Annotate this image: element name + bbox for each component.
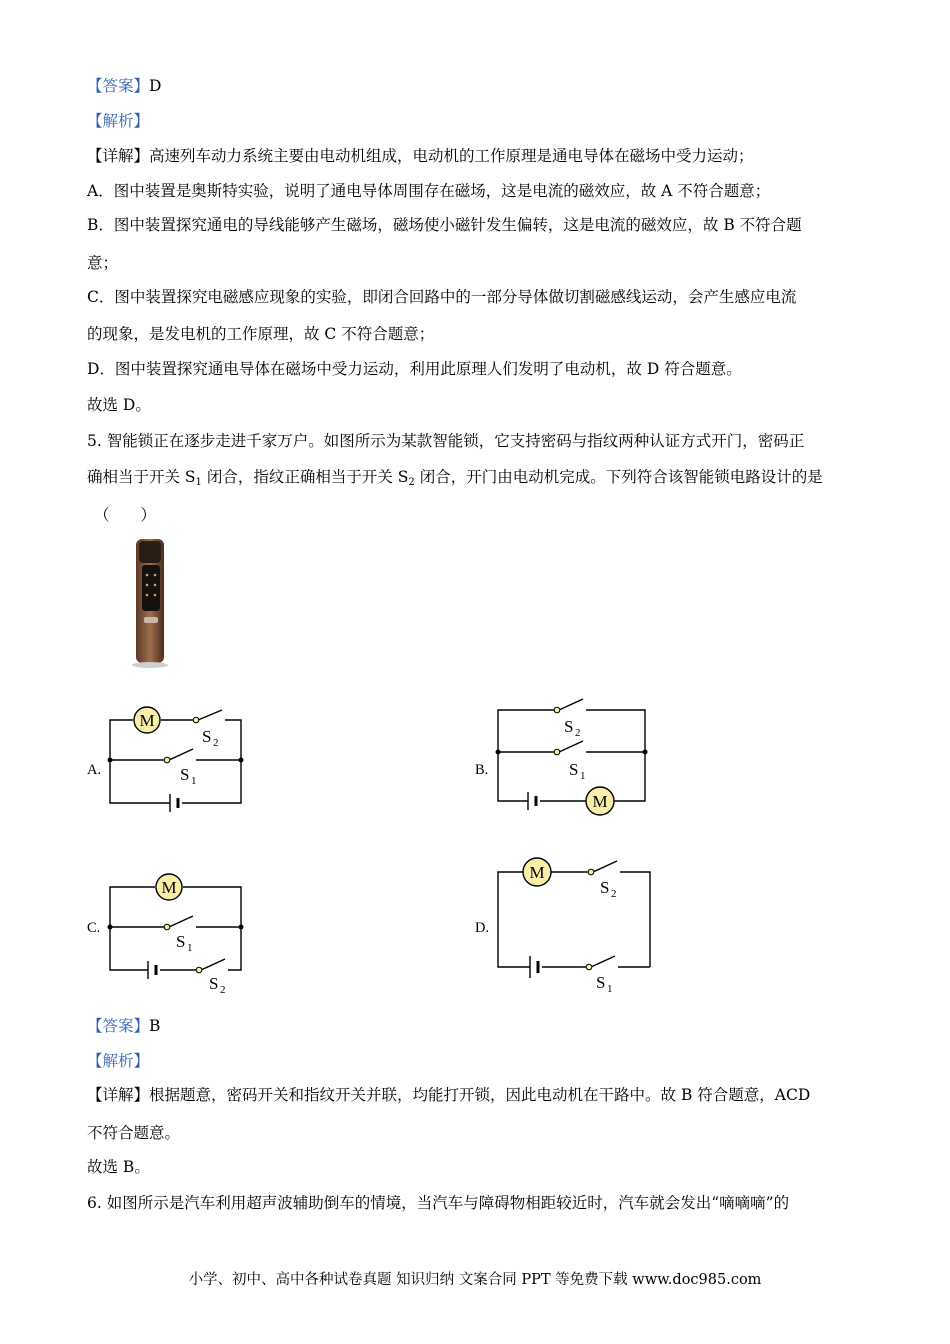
q4-option-c-explanation-cont: 的现象，是发电机的工作原理，故 C 不符合题意；	[87, 325, 435, 343]
analysis-tag: 【解析】	[87, 112, 150, 130]
motor-label-c: M	[161, 878, 177, 897]
option-b-label: B.	[475, 762, 489, 778]
q4-detail-line	[87, 145, 754, 167]
q6-stem: 6. 如图所示是汽车利用超声波辅助倒车的情境，当汽车与障碍物相距较近时，汽车就会发出“嘀嘀嘀”的	[87, 1194, 790, 1212]
svg-text:S: S	[176, 932, 186, 951]
q5-conclusion: 故选 B。	[87, 1158, 150, 1176]
motor-label-b: M	[592, 792, 608, 811]
q4-option-b-explanation: B．图中装置探究通电的导线能够产生磁场，磁场使小磁针发生偏转，这是电流的磁效应，故 B 不符合题	[87, 216, 802, 234]
q5-detail-line	[87, 1084, 810, 1106]
svg-text:2: 2	[220, 984, 226, 996]
circuit-b	[488, 690, 658, 820]
svg-text:2: 2	[611, 888, 617, 900]
svg-text:S: S	[202, 727, 212, 746]
svg-text:S: S	[569, 760, 579, 779]
q5-stem-line2: 确相当于开关 $S_1$ 闭合，指纹正确相当于开关 $S_2$ 闭合，开门由电动机完成。下列符合该智能锁电路设计的是	[87, 468, 823, 488]
q4-detail: 高速列车动力系统主要由电动机组成，电动机的工作原理是通电导体在磁场中受力运动；	[149, 147, 754, 165]
svg-text:1: 1	[191, 775, 197, 787]
smart-lock-image	[125, 535, 175, 670]
option-d-label: D.	[475, 920, 490, 936]
q4-option-d-explanation: D．图中装置探究通电导体在磁场中受力运动，利用此原理人们发明了电动机，故 D 符合题意。	[87, 360, 742, 378]
circuit-d	[488, 850, 658, 1000]
analysis-tag: 【解析】	[87, 1052, 150, 1070]
q4-answer-line	[87, 75, 161, 97]
q4-conclusion: 故选 D。	[87, 396, 151, 414]
svg-text:S: S	[180, 765, 190, 784]
q4-answer: D	[149, 77, 162, 95]
detail-tag: 【详解】	[87, 147, 150, 165]
svg-text:2: 2	[575, 727, 581, 739]
q5-detail: 根据题意，密码开关和指纹开关并联，均能打开锁，因此电动机在干路中。故 B 符合题意，ACD	[149, 1086, 811, 1104]
motor-label-d: M	[529, 863, 545, 882]
svg-text:2: 2	[213, 737, 219, 749]
circuit-c	[100, 865, 260, 1000]
q4-option-b-explanation-cont: 意；	[87, 254, 119, 272]
q5-stem-line1: 5. 智能锁正在逐步走进千家万户。如图所示为某款智能锁，它支持密码与指纹两种认证方式开门，密码正	[87, 432, 805, 450]
svg-text:1: 1	[580, 770, 586, 782]
circuit-a	[100, 700, 260, 830]
detail-tag: 【详解】	[87, 1086, 150, 1104]
option-c-label: C.	[87, 920, 101, 936]
q4-option-a-explanation: A．图中装置是奥斯特实验，说明了通电导体周围存在磁场，这是电流的磁效应，故 A 不符合题意；	[87, 182, 771, 200]
svg-text:S: S	[209, 974, 219, 993]
answer-tag: 【答案】	[87, 77, 150, 95]
option-a-label: A.	[87, 762, 102, 778]
q4-analysis-line	[87, 110, 149, 132]
motor-label-a: M	[139, 711, 155, 730]
svg-text:S: S	[564, 717, 574, 736]
svg-text:1: 1	[607, 983, 613, 995]
svg-text:S: S	[600, 878, 610, 897]
q5-detail-cont: 不符合题意。	[87, 1124, 181, 1142]
svg-text:1: 1	[187, 942, 193, 954]
q5-answer: B	[149, 1017, 161, 1035]
q5-answer-parentheses: （ ）	[94, 506, 157, 524]
svg-text:S: S	[596, 973, 606, 992]
q4-option-c-explanation: C．图中装置探究电磁感应现象的实验，即闭合回路中的一部分导体做切割磁感线运动，会产生感应电流	[87, 288, 797, 306]
q5-analysis-line	[87, 1050, 149, 1072]
q5-answer-line	[87, 1015, 160, 1037]
answer-tag: 【答案】	[87, 1017, 150, 1035]
page-footer: 小学、初中、高中各种试卷真题 知识归纳 文案合同 PPT 等免费下载 www.doc985.com	[188, 1272, 762, 1288]
